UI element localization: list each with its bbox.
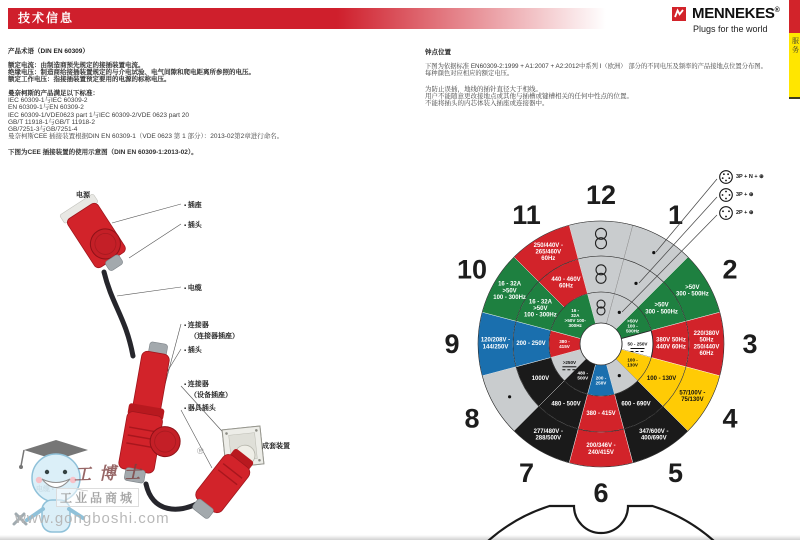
label-connector2: ▪ 连接器 xyxy=(184,379,209,389)
segment-label: 50 - 250V xyxy=(627,341,648,347)
segment-label: 380 - xyxy=(559,339,570,344)
terms-title: 产品术语（DIN EN 60309） xyxy=(8,48,89,55)
label-plug1: ▪ 插头 xyxy=(184,220,202,230)
clock-number: 3 xyxy=(742,329,758,359)
clock-paragraph-1 xyxy=(425,63,767,77)
pin-config-icon xyxy=(720,171,733,184)
segment-label: 100 - 300Hz xyxy=(524,312,557,319)
clock-number: 10 xyxy=(456,254,488,285)
segment-label: 120/208V - xyxy=(480,337,511,344)
segment-label: 75/130V xyxy=(681,397,704,404)
label-appliance-plug: ▪ 器具插头 xyxy=(184,403,216,413)
text-line: IEC 60309-1/VDE0623 part 1与IEC 60309-2/VDE 0623 part 20 xyxy=(8,111,190,119)
brand-tagline: Plugs for the world xyxy=(693,24,768,34)
watermark-url: www.gongboshi.com xyxy=(15,510,170,527)
text-line: 额定电流：由制造商预先规定的接插装置电流。 xyxy=(8,62,145,69)
clock-paragraph-2 xyxy=(425,86,633,108)
label-socket: ▪ 插座 xyxy=(184,200,202,210)
text-line: 为防止误插，地线的插针直径大于相线。 xyxy=(425,86,542,93)
segment-label: >50V xyxy=(502,288,517,295)
segment-label: >50V xyxy=(685,284,700,291)
segment-label: 347/600V - xyxy=(639,429,669,436)
segment-label: 480 - 500V xyxy=(551,401,581,408)
segment-label: 144/250V xyxy=(482,344,509,351)
label-assembly: 成套装置 xyxy=(262,443,290,450)
segment-label: 265/460V xyxy=(535,249,562,256)
position-dot xyxy=(618,374,621,377)
legend-label: 2P + ⊕ xyxy=(736,210,754,216)
clock-segment xyxy=(569,221,633,259)
clock-section-title: 钟点位置 xyxy=(425,49,451,56)
standards-block: 曼奈柯斯的产品满足以下标准： IEC 60309-1与IEC 60309-2 EN 60309-1与EN 60309-2 IEC 60309-1/VDE0623 part 1与IEC 60309-2/VDE 0623 part 20 GB/T 11918-1与GB/T 11918-2 GB/7251-3与GB/7251-4 曼奈柯斯CEE 插接装置根据DIN EN 60309-1（VDE 0623 第 1 部分）：2013-02第2章进行命名。 xyxy=(8,90,284,141)
registered-mark: ® xyxy=(774,7,780,14)
segment-label: 300 - 500Hz xyxy=(645,309,678,316)
definitions-block xyxy=(8,62,255,84)
segment-label: 130V xyxy=(627,362,638,368)
segment-label: 600 - 690V xyxy=(621,401,651,408)
pin-config-icon xyxy=(720,189,733,202)
text-line: 下图为依据标准 EN60309-2:1999 + A1:2007 + A2:2012中系列 I（欧洲） 部分的不同电压及频率的产品接地点位置分布图。 xyxy=(425,63,767,70)
text-line: GB/T 11918-1与GB/T 11918-2 xyxy=(8,118,95,126)
label-power: 电源 xyxy=(76,192,90,199)
clock-number: 12 xyxy=(585,180,617,210)
legend-label: 3P + N + ⊕ xyxy=(736,174,764,180)
segment-label: 288/500V xyxy=(535,435,562,442)
label-cable1: ▪ 电缆 xyxy=(184,283,202,293)
segment-label: 440V 60Hz xyxy=(656,344,686,351)
brand-logo xyxy=(672,5,792,37)
label-connector1: ▪ 连接器 xyxy=(184,320,209,330)
watermark-registered: ® xyxy=(197,446,204,456)
text-line: 曼奈柯斯CEE 插接装置根据DIN EN 60309-1（VDE 0623 第 1 部分）：2013-02第2章进行命名。 xyxy=(8,133,284,141)
standards-list xyxy=(8,97,283,140)
segment-label: >50V 100- xyxy=(564,318,586,324)
clock-number: 5 xyxy=(667,458,684,488)
segment-label: 60Hz xyxy=(699,350,714,357)
segment-label: >250V xyxy=(562,359,577,365)
segment-label: 1000V xyxy=(531,376,550,382)
segment-label: 50Hz xyxy=(699,337,714,344)
segment-label: 380 - 415V xyxy=(586,411,616,417)
clock-number: 4 xyxy=(722,403,738,434)
label-connector1-sub: （连接器插座） xyxy=(190,333,239,340)
segment-label: >50V xyxy=(627,318,639,324)
text-line: 额定工作电压：指接插装置预定要用的电源的标称电压。 xyxy=(8,76,171,84)
label-connector2-sub: （设备插座） xyxy=(190,392,232,399)
segment-label: 300 - 500Hz xyxy=(676,291,709,298)
segment-label: >50V xyxy=(654,302,669,309)
segment-label: 250/440V - xyxy=(533,243,563,249)
segment-label: 300Hz xyxy=(568,323,582,329)
segment-label: >50V xyxy=(533,306,548,312)
text-line: IEC 60309-1与IEC 60309-2 xyxy=(8,97,88,105)
header-banner xyxy=(8,8,606,29)
segment-label: 440 - 460V xyxy=(551,277,581,284)
position-dot xyxy=(618,311,621,314)
segment-label: 250V xyxy=(595,380,607,386)
clock-number: 2 xyxy=(722,254,738,285)
segment-label: 100 - 130V xyxy=(646,376,677,382)
segment-label: 240/415V xyxy=(588,449,614,456)
position-dot xyxy=(634,282,637,285)
segment-label: 100 - 300Hz xyxy=(493,294,526,301)
clock-svg xyxy=(418,158,800,540)
cable-upper xyxy=(104,272,133,356)
text-line: 用户不能随意更改接地点或其他与插槽或键槽相关的任何中性点的位置。 xyxy=(425,93,633,101)
segment-label: 277/480V - xyxy=(533,429,563,436)
side-tab-label: 服务 xyxy=(791,37,799,55)
segment-label: 400/690V xyxy=(640,435,667,442)
segment-label: 57/100V - xyxy=(679,390,706,397)
side-tab-service xyxy=(789,33,800,99)
segment-label: 16 - 32A xyxy=(498,281,522,288)
legend-label: 3P + ⊕ xyxy=(736,192,754,198)
text-line: EN 60309-1与EN 60309-2 xyxy=(8,104,84,112)
text-line: 每种颜色对应相应的额定电压。 xyxy=(425,70,514,78)
clock-number: 8 xyxy=(464,403,480,434)
segment-label: 380V 50Hz xyxy=(656,337,686,344)
page-bottom-edge xyxy=(0,535,800,540)
position-dot xyxy=(508,395,511,398)
segment-label: 60Hz xyxy=(558,283,574,290)
brand-name: MENNEKES® xyxy=(692,5,780,22)
clock-number: 7 xyxy=(518,458,535,488)
pin-config-icon xyxy=(720,207,733,220)
segment-label: 16 - xyxy=(571,308,580,314)
watermark-name: 工博士 xyxy=(73,462,150,486)
figure-caption: 下图为CEE 插接装置的使用示意图（DIN EN 60309-1:2013-02）。 xyxy=(8,149,198,156)
text-line: 绝缘电压：制造商给接插装置规定的与介电试验、电气间隙和爬电距离所参照的电压。 xyxy=(8,69,255,77)
segment-label: 32A xyxy=(570,313,580,319)
segment-label: 500Hz xyxy=(625,328,640,334)
clock-center-hole xyxy=(580,323,622,365)
segment-label: 480 - xyxy=(577,370,589,376)
segment-label: 200 - 250V xyxy=(516,341,546,347)
segment-label: 100 - xyxy=(627,323,638,329)
label-plug2: ▪ 插头 xyxy=(184,345,202,355)
segment-label: 250/440V xyxy=(693,344,720,351)
segment-label: 415V xyxy=(559,344,570,349)
clock-number: 6 xyxy=(593,478,609,508)
text-line: 不能将插头的内芯体装入插座或连接器中。 xyxy=(425,100,549,108)
wall-socket xyxy=(59,194,133,279)
clock-number: 1 xyxy=(667,200,684,230)
watermark-subtitle: 工业品商城 xyxy=(56,488,139,507)
segment-label: 100 - xyxy=(627,357,638,363)
clock-number: 11 xyxy=(512,200,541,230)
position-dot xyxy=(652,251,655,254)
clock-position-diagram xyxy=(418,158,800,540)
clock-number: 9 xyxy=(444,329,460,359)
segment-label: 200 - xyxy=(595,375,607,381)
segment-label: 60Hz xyxy=(541,256,556,263)
segment-label: 16 - 32A xyxy=(528,299,552,306)
mennekes-logo-icon xyxy=(672,7,686,21)
page-title: 技术信息 xyxy=(18,11,75,25)
legend-leader-line xyxy=(656,179,717,252)
segment-label: 220/380V xyxy=(693,331,720,338)
text-line: GB/7251-3与GB/7251-4 xyxy=(8,126,78,134)
segment-label: 200/346V - xyxy=(586,443,616,450)
edge-strip-red xyxy=(789,0,800,33)
segment-label: 500V xyxy=(577,375,589,381)
